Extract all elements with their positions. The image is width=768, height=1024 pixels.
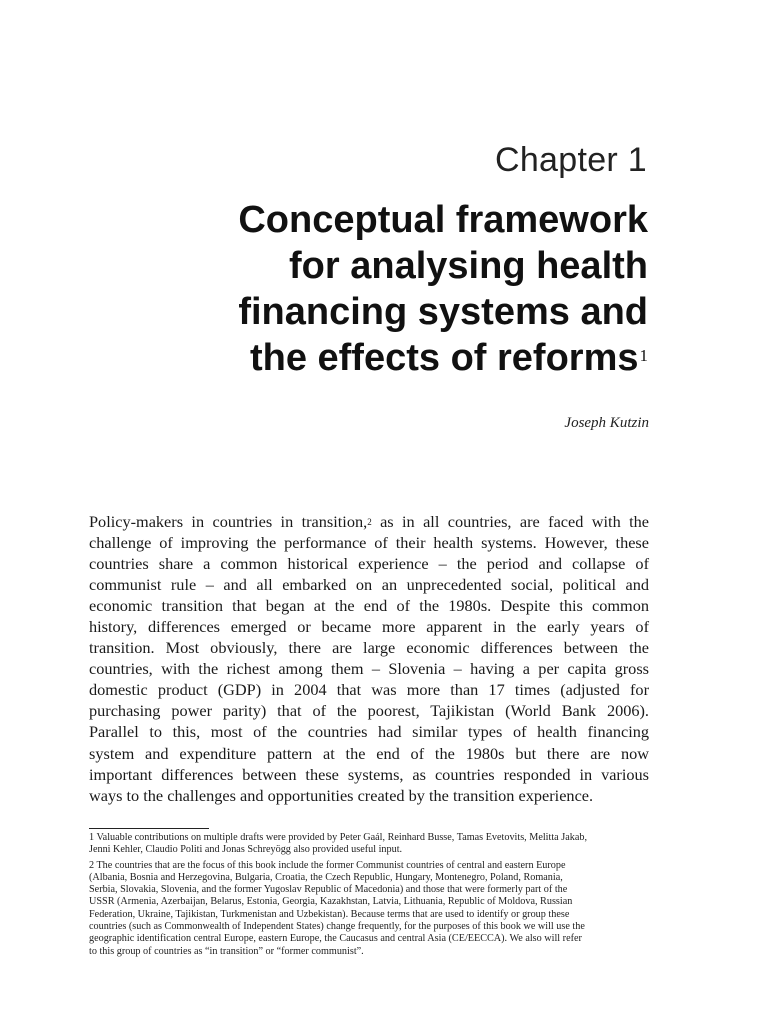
footnote-line: 1 Valuable contributions on multiple drafts were provided by Peter Gaál, Reinhard Busse, Tamas Evetovits, Melitta Jakab, [89,832,587,843]
body-line: domestic product (GDP) in 2004 that was more than 17 times (adjusted for [89,680,649,700]
body-line: challenge of improving the performance of their health systems. However, these [89,533,649,553]
footnote-mark-2: 2 [367,517,372,527]
body-line: important differences between these systems, as countries responded in various [89,764,649,784]
footnote-line: to this group of countries as “in transition” or “former communist”. [89,945,364,957]
footnote-line: countries (such as Commonwealth of Independent States) change frequently, for the purposes of this book we will use the [89,921,585,933]
footnote-1 [89,832,649,857]
body-paragraph [89,511,649,806]
title-line: for analysing health [289,245,648,287]
footnote-line: USSR (Armenia, Azerbaijan, Belarus, Estonia, Georgia, Kazakhstan, Latvia, Lithuania, Republic of Moldova, Russian [89,896,573,908]
body-line: ways to the challenges and opportunities created by the transition experience. [89,785,594,805]
title-line-text: the effects of reforms [249,337,639,379]
chapter-title [48,197,648,381]
title-line: Conceptual framework [238,199,648,241]
footnote-2 [89,860,649,958]
body-line-text: Policy-makers in countries in transition, [89,512,368,531]
chapter-label: Chapter 1 [494,141,647,179]
body-line: system and expenditure pattern at the end of the 1980s but there are now [89,743,649,763]
title-line [48,335,648,381]
body-line: communist rule – and all embarked on an unprecedented social, political and [89,575,649,595]
body-line [89,511,649,532]
body-line-tail: as in all countries, are faced with the [371,512,650,531]
footnote-line: geographic identification central Europe, eastern Europe, the Caucasus and central Asia (CE/EECCA). We also will refer [89,933,582,945]
footnote-line: Serbia, Slovakia, Slovenia, and the former Yugoslav Republic of Macedonia) and those that were formerly part of the [89,884,568,896]
footnote-line: (Albania, Bosnia and Herzegovina, Bulgaria, Croatia, the Czech Republic, Hungary, Montenegro, Poland, Romania, [89,871,563,883]
author-name: Joseph Kutzin [564,415,649,431]
footnote-line: Jenni Kehler, Claudio Politi and Jonas Schreyögg also provided useful input. [89,844,403,856]
footnotes [89,832,649,961]
footnote-rule [89,828,209,829]
body-line: Parallel to this, most of the countries had similar types of health financing [89,722,649,742]
footnote-line: Federation, Ukraine, Tajikistan, Turkmenistan and Uzbekistan). Because terms that are used to identify or group these [89,908,570,920]
body-line: transition. Most obviously, there are large economic differences between the [89,638,649,658]
body-line: economic transition that began at the end of the 1980s. Despite this common [89,596,649,616]
title-line: financing systems and [238,291,648,333]
body-line: purchasing power parity) that of the poorest, Tajikistan (World Bank 2006). [89,701,649,721]
footnote-line: 2 The countries that are the focus of this book include the former Communist countries of central and eastern Europe [89,859,566,871]
body-line: countries share a common historical experience – the period and collapse of [89,554,649,574]
title-footnote-mark: 1 [639,346,648,365]
body-line: history, differences emerged or became more apparent in the early years of [89,617,649,637]
body-line: countries, with the richest among them – Slovenia – having a per capita gross [89,659,649,679]
